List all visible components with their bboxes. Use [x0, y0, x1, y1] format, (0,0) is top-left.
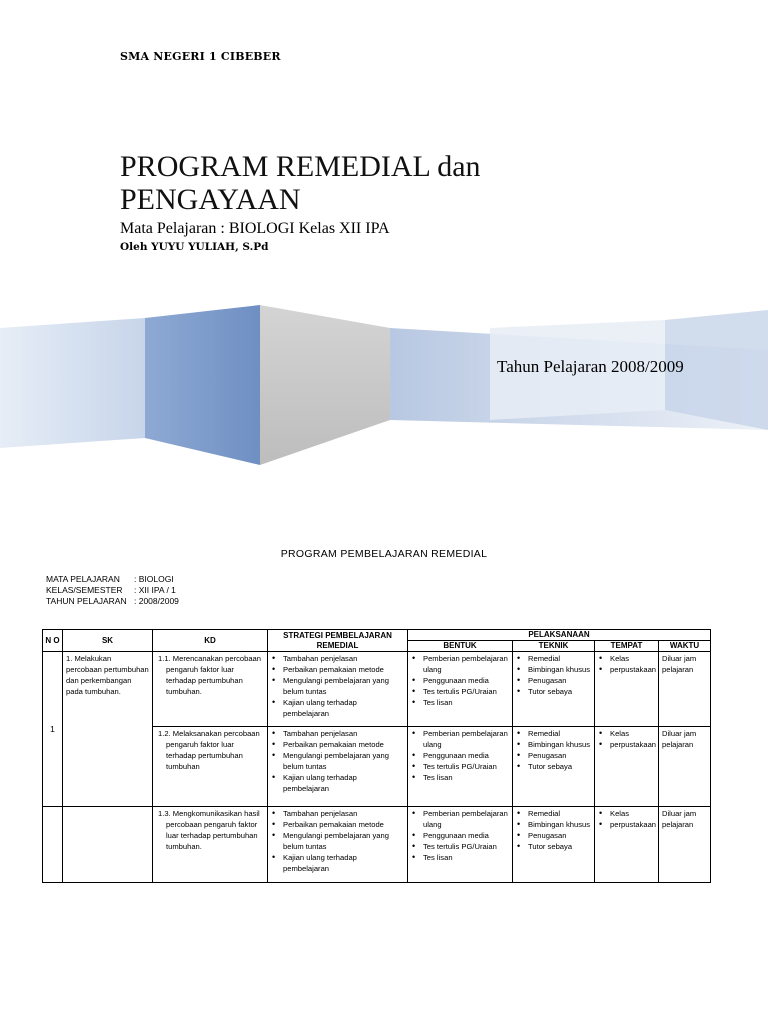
list-item: • Tes tertulis PG/Uraian [423, 841, 509, 852]
strategi-list [271, 728, 404, 794]
list-item: • Tes tertulis PG/Uraian [423, 761, 509, 772]
list-item: • Tes lisan [423, 697, 509, 708]
tempat-list [598, 728, 655, 750]
list-item: • Bimbingan khusus [528, 664, 591, 675]
list-item: • perpustakaan [610, 664, 655, 675]
list-item: • Pemberian pembelajaran ulang [423, 808, 509, 830]
tempat-list [598, 653, 655, 675]
list-item: • Perbaikan pemakaian metode [283, 664, 404, 675]
list-item: • Tes tertulis PG/Uraian [423, 686, 509, 697]
header-strategi: STRATEGI PEMBELAJARAN REMEDIAL [268, 630, 408, 652]
list-item: • Tutor sebaya [528, 761, 591, 772]
list-item: • Tes lisan [423, 852, 509, 863]
meta-value: : XII IPA / 1 [134, 585, 176, 595]
program-title: PROGRAM PEMBELAJARAN REMEDIAL [280, 548, 488, 560]
no-cell: 1 [43, 652, 63, 807]
remedial-table [42, 629, 711, 883]
bentuk-list [411, 808, 509, 863]
list-item: • Kelas [610, 808, 655, 819]
strategi-list [271, 808, 404, 874]
academic-year: Tahun Pelajaran 2008/2009 [497, 357, 684, 376]
author-line: Oleh YUYU YULIAH, S.Pd [120, 241, 269, 253]
list-item: • Penugasan [528, 750, 591, 761]
no-cell-empty [43, 807, 63, 883]
list-item: • Mengulangi pembelajaran yang belum tuntas [283, 750, 404, 772]
list-item: • Tambahan penjelasan [283, 653, 404, 664]
list-item: • Perbaikan pemakaian metode [283, 739, 404, 750]
meta-row [46, 585, 179, 596]
list-item: • Bimbingan khusus [528, 819, 591, 830]
list-item: • Bimbingan khusus [528, 739, 591, 750]
list-item: • Remedial [528, 728, 591, 739]
list-item: • Pemberian pembelajaran ulang [423, 653, 509, 675]
waktu-cell: Diluar jam pelajaran [659, 652, 711, 727]
list-item: • Tutor sebaya [528, 686, 591, 697]
waktu-cell: Diluar jam pelajaran [659, 807, 711, 883]
list-item: • Mengulangi pembelajaran yang belum tuntas [283, 830, 404, 852]
meta-row [46, 574, 179, 585]
meta-row [46, 596, 179, 607]
sk-cell: 1. Melakukan percobaan pertumbuhan dan perkembangan pada tumbuhan. [63, 652, 153, 807]
kd-cell: 1.2. Melaksanakan percobaan pengaruh faktor luar terhadap pertumbuhan tumbuhan [158, 729, 260, 771]
decorative-banner [0, 300, 768, 470]
school-name: SMA NEGERI 1 CIBEBER [120, 50, 281, 63]
header-tempat: TEMPAT [595, 641, 659, 652]
header-teknik: TEKNIK [513, 641, 595, 652]
list-item: • Kelas [610, 728, 655, 739]
list-item: • Penggunaan media [423, 675, 509, 686]
list-item: • perpustakaan [610, 739, 655, 750]
teknik-list [516, 808, 591, 852]
list-item: • Tambahan penjelasan [283, 808, 404, 819]
bentuk-list [411, 653, 509, 708]
list-item: • Remedial [528, 808, 591, 819]
list-item: • Penugasan [528, 675, 591, 686]
list-item: • Kelas [610, 653, 655, 664]
meta-key: KELAS/SEMESTER [46, 585, 123, 595]
meta-value: : BIOLOGI [134, 574, 174, 584]
list-item: • Tambahan penjelasan [283, 728, 404, 739]
teknik-list [516, 653, 591, 697]
list-item: • Kajian ulang terhadap pembelajaran [283, 697, 404, 719]
list-item: • Tutor sebaya [528, 841, 591, 852]
teknik-list [516, 728, 591, 772]
list-item: • Pemberian pembelajaran ulang [423, 728, 509, 750]
list-item: • Kajian ulang terhadap pembelajaran [283, 772, 404, 794]
header-sk: SK [63, 630, 153, 652]
waktu-cell: Diluar jam pelajaran [659, 727, 711, 807]
list-item: • Penugasan [528, 830, 591, 841]
list-item: • perpustakaan [610, 819, 655, 830]
document-title: PROGRAM REMEDIAL dan PENGAYAAN [120, 150, 481, 216]
strategi-list [271, 653, 404, 719]
program-meta [46, 574, 179, 607]
meta-key: MATA PELAJARAN [46, 574, 120, 584]
list-item: • Kajian ulang terhadap pembelajaran [283, 852, 404, 874]
meta-key: TAHUN PELAJARAN [46, 596, 127, 606]
tempat-list [598, 808, 655, 830]
header-waktu: WAKTU [659, 641, 711, 652]
list-item: • Perbaikan pemakaian metode [283, 819, 404, 830]
header-no: N O [43, 630, 63, 652]
bentuk-list [411, 728, 509, 783]
table-row [43, 807, 711, 883]
list-item: • Penggunaan media [423, 750, 509, 761]
table-row [43, 652, 711, 727]
header-kd: KD [153, 630, 268, 652]
header-bentuk: BENTUK [408, 641, 513, 652]
list-item: • Penggunaan media [423, 830, 509, 841]
list-item: • Remedial [528, 653, 591, 664]
kd-cell: 1.1. Merencanakan percobaan pengaruh faktor luar terhadap pertumbuhan tumbuhan. [158, 654, 262, 696]
header-pelaksanaan: PELAKSANAAN [408, 630, 711, 641]
kd-cell: 1.3. Mengkomunikasikan hasil percobaan pengaruh faktor luar terhadap pertumbuhan tumbuhan. [158, 809, 260, 851]
list-item: • Mengulangi pembelajaran yang belum tuntas [283, 675, 404, 697]
sk-cell-empty [63, 807, 153, 883]
meta-value: : 2008/2009 [134, 596, 179, 606]
subject-line: Mata Pelajaran : BIOLOGI Kelas XII IPA [120, 220, 390, 237]
list-item: • Tes lisan [423, 772, 509, 783]
